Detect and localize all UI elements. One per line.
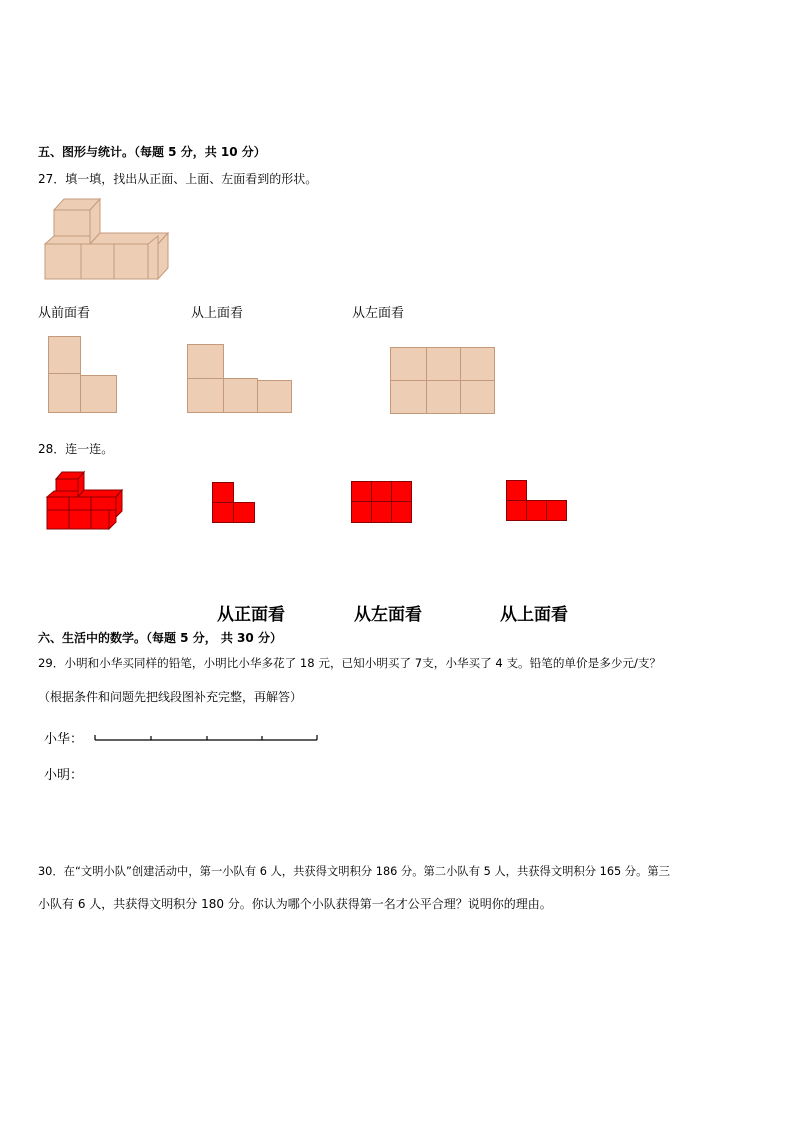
- section-five-heading: 五、图形与统计。（每题 5 分，共 10 分）: [38, 145, 266, 159]
- question-30-line-1: 30．在“文明小队”创建活动中，第一小队有 6 人，共获得文明积分 186 分。第二小队有 5 人，共获得文明积分 165 分。第三: [38, 865, 670, 878]
- question-29-note: （根据条件和问题先把线段图补充完整，再解答）: [38, 690, 303, 704]
- q27-top-view-shape: [187, 344, 294, 414]
- q27-front-view-shape: [48, 336, 118, 414]
- q28-red-cube-figure: [46, 470, 126, 532]
- xiaoming-label: 小明：: [44, 768, 84, 783]
- xiaohua-line-segment: [94, 733, 320, 743]
- q27-label-left: 从左面看: [352, 306, 405, 321]
- q28-label-top: 从上面看: [500, 605, 568, 625]
- q28-shape-l-small: [212, 482, 256, 524]
- q27-label-top: 从上面看: [191, 306, 244, 321]
- q27-cube-figure: [44, 196, 170, 286]
- q27-left-view-shape: [390, 347, 496, 415]
- question-28-text: 28．连一连。: [38, 442, 114, 456]
- q28-shape-rectangle: [351, 481, 413, 524]
- question-29-text: 29．小明和小华买同样的铅笔，小明比小华多花了 18 元，已知小明买了 7支，小华买了 4 支。铅笔的单价是多少元/支？: [38, 656, 662, 670]
- q27-label-front: 从前面看: [38, 306, 91, 321]
- xiaohua-label: 小华：: [44, 732, 84, 747]
- question-30-line-2: 小队有 6 人，共获得文明积分 180 分。你认为哪个小队获得第一名才公平合理？说明你的理由。: [38, 897, 552, 911]
- q28-label-front: 从正面看: [217, 605, 285, 625]
- question-27-text: 27．填一填，找出从正面、上面、左面看到的形状。: [38, 172, 318, 186]
- q28-shape-l-long: [506, 480, 568, 522]
- section-six-heading: 六、生活中的数学。（每题 5 分， 共 30 分）: [38, 631, 282, 645]
- q28-label-left: 从左面看: [354, 605, 422, 625]
